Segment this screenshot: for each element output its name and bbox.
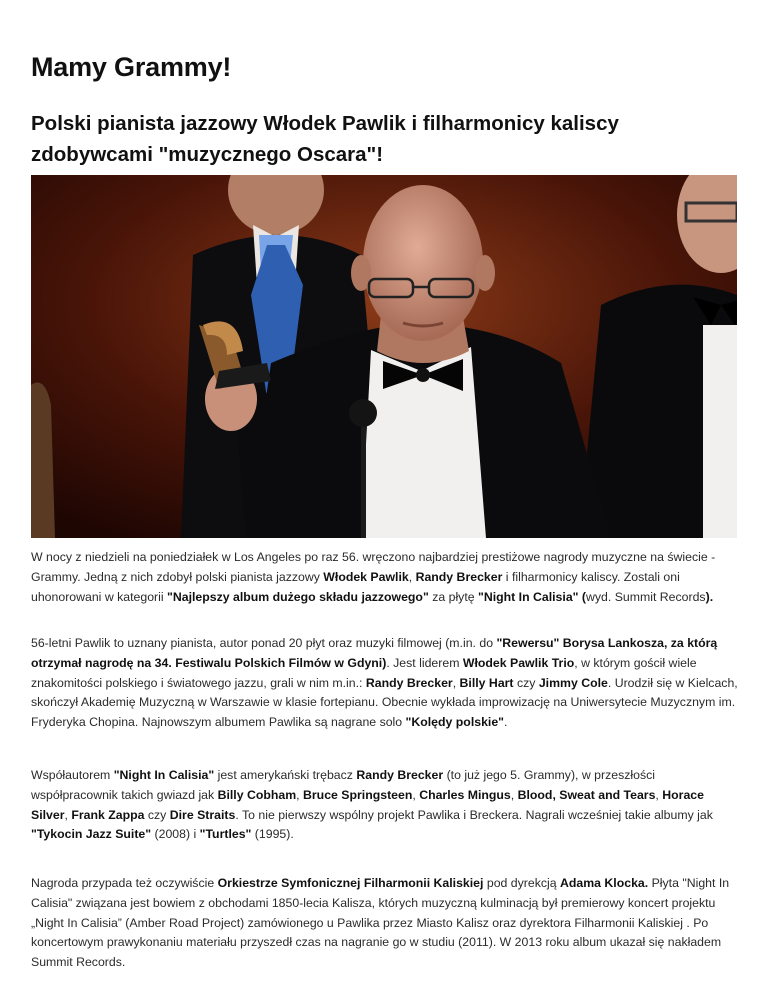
text-span: (2008) i [151, 827, 200, 842]
bold-text: Randy Brecker [365, 675, 453, 690]
text-span: (to już jego 5. Grammy), w przeszłości współpracownik takich gwiazd jak [31, 768, 655, 802]
bold-text: Włodek Pawlik Trio [462, 655, 575, 670]
text-span: wyd. Summit Records [586, 589, 706, 604]
page-title: Mamy Grammy! [31, 52, 232, 82]
text-span: , [408, 569, 416, 584]
text-span: (1995). [251, 827, 294, 842]
bold-text: "Tykocin Jazz Suite" [31, 827, 152, 842]
text-span: , [510, 787, 518, 802]
text-span: Nagroda przypada też oczywiście [31, 876, 218, 890]
text-span: . Jest liderem [386, 655, 463, 670]
bold-text: "Turtles" [199, 827, 252, 842]
text-span: . Urodził się w Kielcach, skończył Akademię Muzyczną w Warszawie w klasie fortepianu. Obecnie wykłada improwizację na Uniwersytecie Muzycznym im. Fryderyka Chopina. Najnowszym albumem Pawlika są nagrane solo [31, 675, 738, 730]
award-ceremony-photo-icon [31, 175, 737, 538]
text-span: , [452, 675, 460, 690]
bold-text: ). [705, 589, 714, 604]
text-span: . [504, 715, 508, 730]
bold-text: "Rewersu" Borysa Lankosza, za którą otrzymał nagrodę na 34. Festiwalu Polskich Filmów w Gdyni) [31, 636, 718, 670]
bold-text: Billy Cobham [217, 787, 297, 802]
bold-text: Blood, Sweat and Tears [517, 787, 656, 802]
text-span: pod dyrekcją [483, 876, 560, 890]
bold-text: "Kolędy polskie" [405, 715, 504, 730]
text-span: czy [513, 675, 539, 690]
text-span: Płyta "Night In Calisia" związana jest bowiem z obchodami 1850-lecia Kalisza, których muzyczną kulminacją był premierowy koncert projektu „Night In Calisia” (Amber Road Project) zamówionego u Pawlika przez Miasto Kalisz oraz dyrektora Filharmonii Kaliskiej . Po koncertowym prawykonaniu materiału przyszedł czas na nagranie go w studiu (2011). W 2013 roku album ukazał się nakładem Summit Records. [31, 876, 730, 970]
bold-text: Frank Zappa [71, 807, 145, 822]
bold-text: "Night In Calisia" ( [478, 589, 586, 604]
bold-text: Billy Hart [459, 675, 514, 690]
text-span: Współautorem [31, 768, 114, 782]
paragraph-4 [31, 874, 743, 973]
paragraph-1 [31, 548, 743, 607]
bold-text: Orkiestrze Symfonicznej Filharmonii Kaliskiej [217, 876, 484, 890]
text-span: . To nie pierwszy wspólny projekt Pawlika i Breckera. Nagrali wcześniej takie albumy jak [235, 807, 713, 822]
text-span: i filharmonicy kaliscy. Zostali oni uhonorowani w kategorii [31, 569, 680, 604]
text-span: czy [144, 807, 170, 822]
award-photo [31, 175, 737, 538]
bold-text: "Night In Calisia" [113, 768, 215, 782]
bold-text: Dire Straits [169, 807, 236, 822]
text-span: 56-letni Pawlik to uznany pianista, autor ponad 20 płyt oraz muzyki filmowej (m.in. do [31, 636, 497, 650]
paragraph-3 [31, 766, 743, 845]
bold-text: Horace Silver [31, 787, 704, 822]
text-span: , [412, 787, 420, 802]
bold-text: Włodek Pawlik [323, 569, 409, 584]
bold-text: Jimmy Cole [538, 675, 608, 690]
text-span: jest amerykański trębacz [214, 768, 357, 782]
bold-text: Randy Brecker [356, 768, 444, 782]
text-span: , [296, 787, 304, 802]
page-subtitle: Polski pianista jazzowy Włodek Pawlik i filharmonicy kaliscy zdobywcami "muzycznego Oscara"! [31, 112, 619, 166]
text-span: za płytę [428, 589, 478, 604]
text-span: , w którym gościł wiele znakomitości polskiego i światowego jazzu, grali w nim m.in.: [31, 655, 697, 690]
text-span: , [655, 787, 663, 802]
bold-text: Bruce Springsteen [303, 787, 413, 802]
bold-text: Adama Klocka. [560, 876, 649, 890]
text-span: , [64, 807, 72, 822]
bold-text: Randy Brecker [415, 569, 503, 584]
paragraph-2 [31, 634, 743, 733]
bold-text: "Najlepszy album dużego składu jazzowego" [167, 589, 429, 604]
text-span: W nocy z niedzieli na poniedziałek w Los Angeles po raz 56. wręczono najbardziej prestiżowe nagrody muzyczne na świecie - Grammy. Jedną z nich zdobył polski pianista jazzowy [31, 550, 716, 584]
bold-text: Charles Mingus [419, 787, 511, 802]
